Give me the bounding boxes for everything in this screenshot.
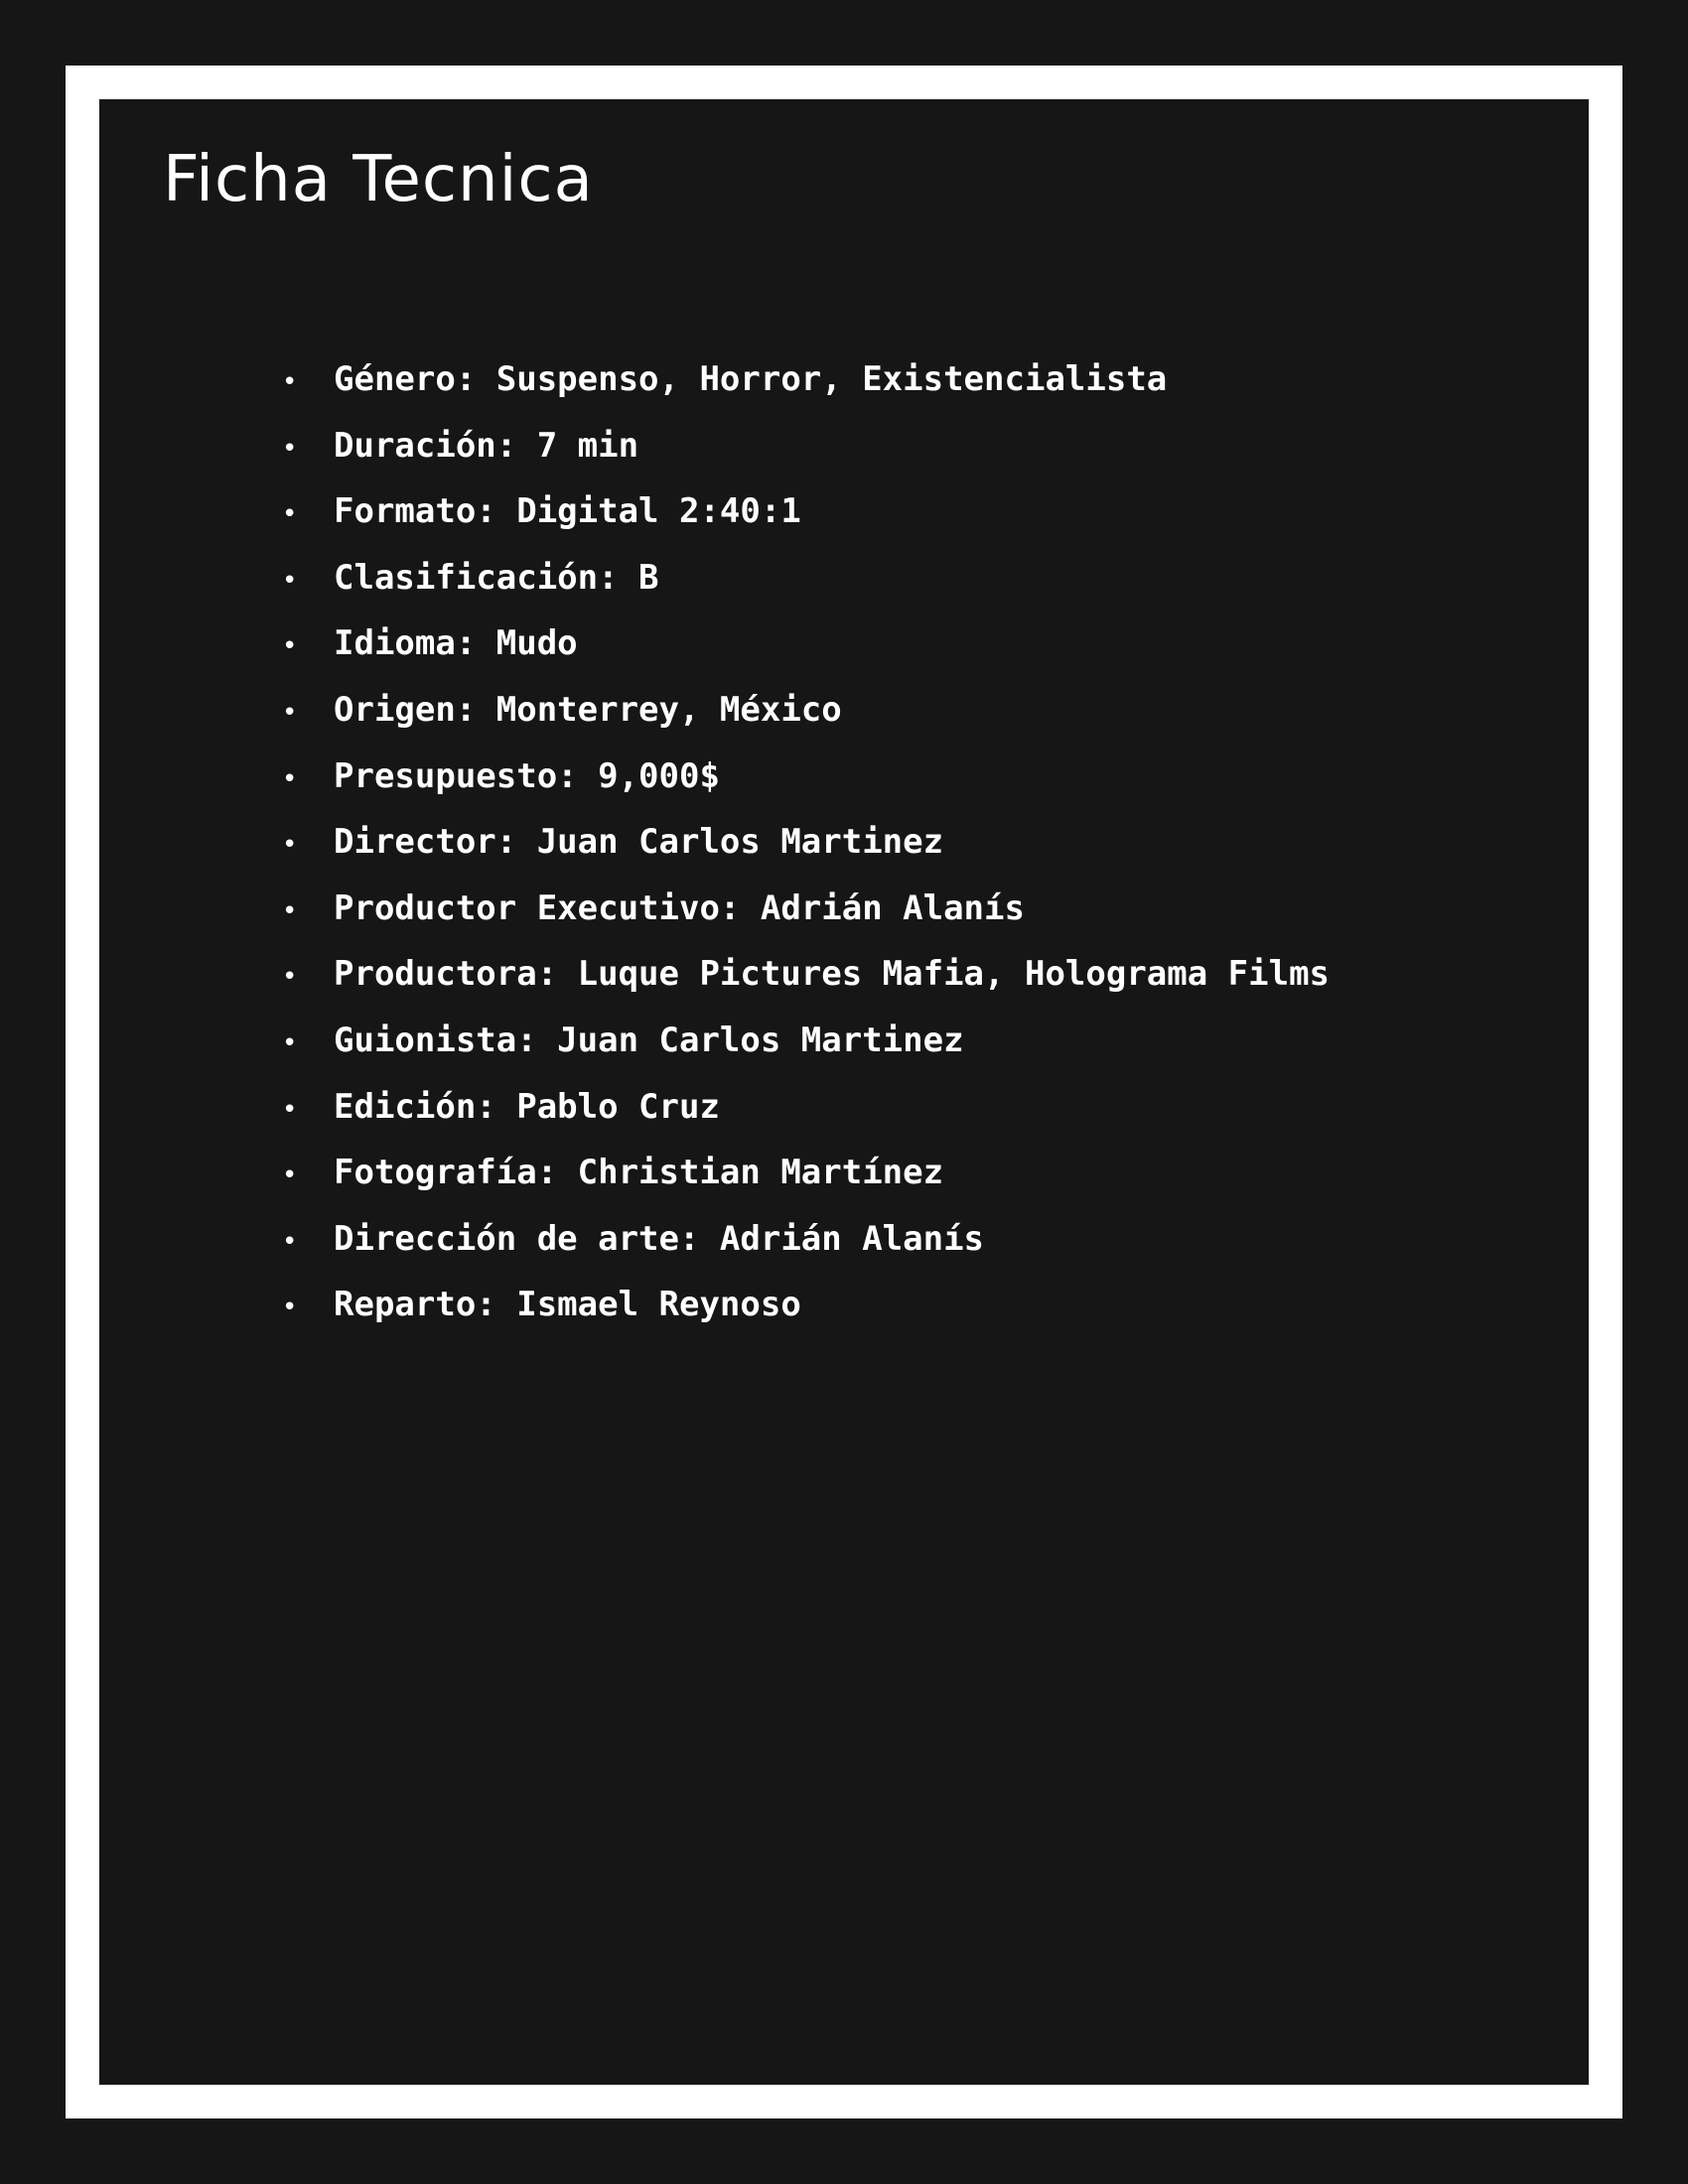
spec-executive-producer-text: Productor Executivo: Adrián Alanís (334, 887, 1025, 928)
bullet-icon: • (282, 1027, 298, 1058)
bullet-icon: • (282, 1094, 298, 1125)
bullet-icon: • (282, 697, 298, 728)
spec-duration-text: Duración: 7 min (334, 425, 639, 466)
bullet-icon: • (282, 1293, 298, 1323)
spec-cast (230, 1285, 1330, 1351)
spec-duration (230, 426, 1330, 492)
spec-origin-text: Origen: Monterrey, México (334, 689, 842, 730)
spec-production-company-text: Productora: Luque Pictures Mafia, Holograma Films (334, 954, 1331, 995)
bullet-icon: • (282, 433, 298, 464)
spec-budget-text: Presupuesto: 9,000$ (334, 755, 720, 796)
spec-production-company (230, 954, 1330, 1021)
bullet-icon: • (282, 830, 298, 861)
spec-photography-text: Fotografía: Christian Martínez (334, 1153, 944, 1193)
spec-origin (230, 690, 1330, 756)
spec-photography (230, 1153, 1330, 1219)
spec-format-text: Formato: Digital 2:40:1 (334, 491, 801, 532)
bullet-icon: • (282, 1226, 298, 1257)
spec-executive-producer (230, 888, 1330, 955)
spec-format (230, 491, 1330, 558)
spec-genre-text: Género: Suspenso, Horror, Existencialista (334, 359, 1168, 399)
page-title: Ficha Tecnica (163, 143, 594, 216)
spec-rating-text: Clasificación: B (334, 557, 659, 598)
bullet-icon: • (282, 763, 298, 794)
spec-budget (230, 756, 1330, 823)
spec-art-direction-text: Dirección de arte: Adrián Alanís (334, 1218, 985, 1259)
spec-genre (230, 359, 1330, 426)
spec-editing-text: Edición: Pablo Cruz (334, 1086, 720, 1127)
spec-rating (230, 558, 1330, 624)
spec-language (230, 623, 1330, 690)
bullet-icon: • (282, 565, 298, 596)
spec-language-text: Idioma: Mudo (334, 623, 578, 664)
bullet-icon: • (282, 1160, 298, 1191)
spec-screenwriter (230, 1021, 1330, 1087)
bullet-icon: • (282, 367, 298, 397)
technical-spec-list (230, 359, 1330, 1351)
bullet-icon: • (282, 499, 298, 530)
spec-cast-text: Reparto: Ismael Reynoso (334, 1285, 801, 1325)
spec-editing (230, 1087, 1330, 1154)
spec-art-direction (230, 1219, 1330, 1286)
bullet-icon: • (282, 631, 298, 662)
bullet-icon: • (282, 962, 298, 993)
spec-director (230, 822, 1330, 888)
bullet-icon: • (282, 895, 298, 926)
spec-screenwriter-text: Guionista: Juan Carlos Martinez (334, 1020, 964, 1060)
spec-director-text: Director: Juan Carlos Martinez (334, 822, 944, 863)
